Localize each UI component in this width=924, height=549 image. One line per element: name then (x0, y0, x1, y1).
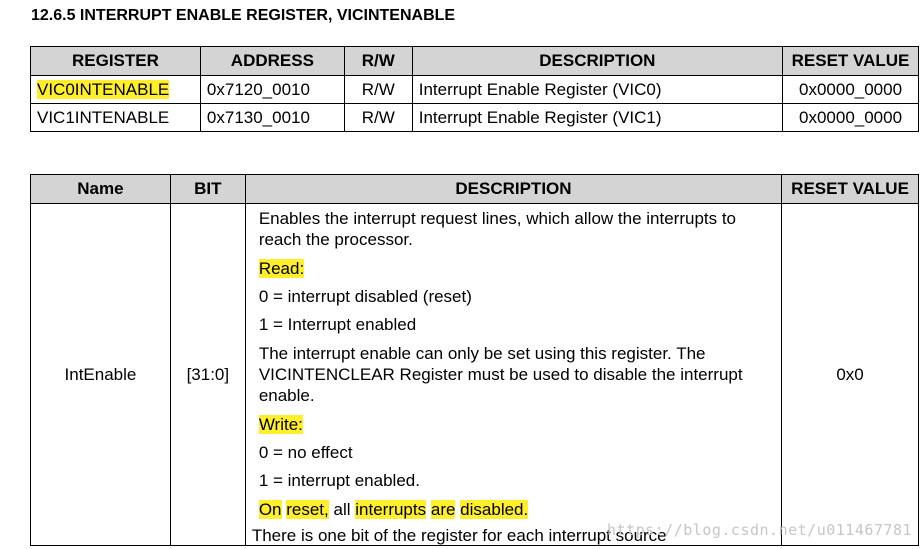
description-last-line: There is one bit of the register for each interrupt source (251, 526, 667, 545)
col-header-reset-value: RESET VALUE (782, 175, 919, 204)
write-value-1: 1 = interrupt enabled. (258, 471, 420, 490)
col-header-register: REGISTER (31, 47, 201, 76)
col-header-rw: R/W (344, 47, 412, 76)
description-note: The interrupt enable can only be set using this register. The VICINTENCLEAR Register must be used to disable the interrupt enable. (258, 344, 743, 405)
col-header-reset-value: RESET VALUE (783, 47, 919, 76)
col-header-address: ADDRESS (200, 47, 344, 76)
col-header-name: Name (31, 175, 171, 204)
reset-note-word: disabled. (460, 500, 529, 519)
write-label-line (259, 414, 765, 435)
bit-table-header-row (31, 175, 919, 204)
reset-note-word: all (333, 500, 351, 519)
col-header-description: DESCRIPTION (412, 47, 782, 76)
reset-note (259, 499, 765, 520)
register-table-header-row (31, 47, 919, 76)
address-cell: 0x7130_0010 (200, 104, 344, 132)
register-table (30, 46, 919, 132)
bit-range-cell: [31:0] (170, 204, 245, 546)
watermark: https://blog.csdn.net/u011467781 (607, 521, 912, 539)
description-intro: Enables the interrupt request lines, which allow the interrupts to reach the processor. (258, 209, 737, 249)
description-cell: Interrupt Enable Register (VIC1) (412, 104, 782, 132)
field-name-cell: IntEnable (31, 204, 171, 546)
reset-note-word: reset, (286, 500, 329, 519)
reset-value-cell: 0x0000_0000 (783, 76, 919, 104)
register-name-cell: VIC1INTENABLE (31, 104, 201, 132)
reset-note-word: On (258, 500, 282, 519)
table-row (31, 76, 919, 104)
write-value-0: 0 = no effect (258, 443, 353, 462)
section-heading: 12.6.5 INTERRUPT ENABLE REGISTER, VICINTENABLE (31, 7, 456, 24)
read-label-line (259, 258, 765, 279)
col-header-bit: BIT (170, 175, 245, 204)
read-label: Read: (258, 259, 305, 278)
rw-cell: R/W (344, 76, 412, 104)
write-label: Write: (258, 415, 303, 434)
address-cell: 0x7120_0010 (200, 76, 344, 104)
table-row (31, 204, 919, 546)
field-reset-value-cell: 0x0 (782, 204, 919, 546)
register-name-cell (31, 76, 201, 104)
reset-value-cell: 0x0000_0000 (783, 104, 919, 132)
bit-field-table (30, 174, 919, 546)
reset-note-word: interrupts (355, 500, 427, 519)
reset-note-word: are (430, 500, 456, 519)
rw-cell: R/W (344, 104, 412, 132)
read-value-0: 0 = interrupt disabled (reset) (258, 287, 472, 306)
table-row (31, 104, 919, 132)
field-description-cell (245, 204, 781, 546)
col-header-description: DESCRIPTION (245, 175, 781, 204)
description-cell: Interrupt Enable Register (VIC0) (412, 76, 782, 104)
highlighted-register-name: VIC0INTENABLE (37, 79, 170, 99)
read-value-1: 1 = Interrupt enabled (258, 315, 417, 334)
